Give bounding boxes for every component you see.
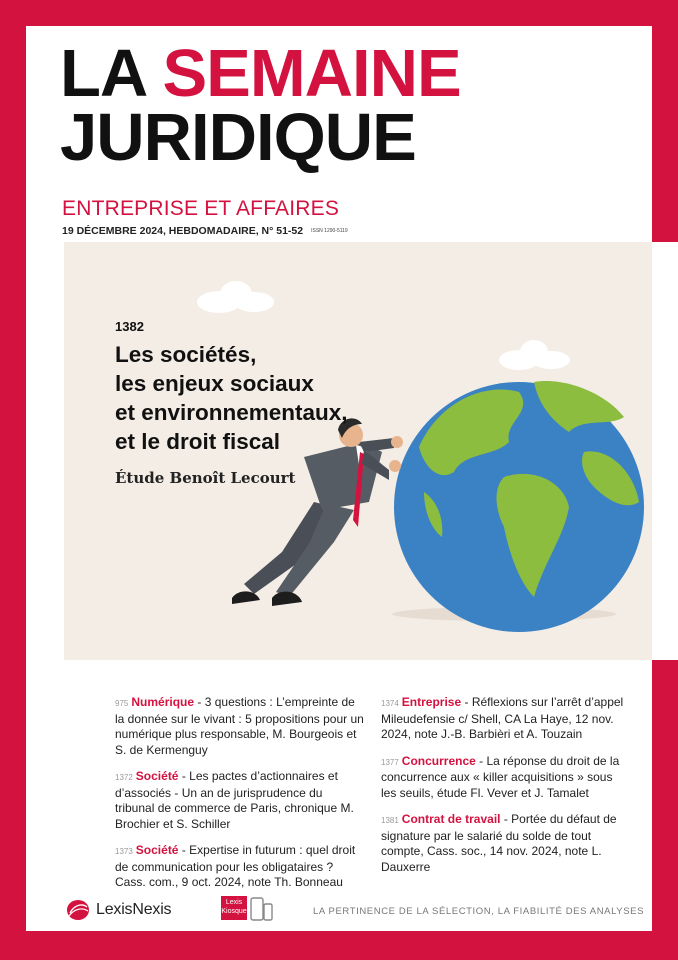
frame-top: [0, 0, 678, 26]
entry-text: - Portée du défaut de signature par le salarié du solde de tout compte, Cass. soc., 14 nov. 2024, note L. Dauxerre: [381, 812, 617, 874]
entry-number: 1372: [115, 773, 133, 782]
entry-text: - 3 questions : L’empreinte de la donnée sur le vivant : 5 propositions pour un numérique plus responsable, M. Bourgeois et S. de Kermenguy: [115, 695, 364, 757]
cover-article-number: 1382: [115, 319, 144, 334]
entry-number: 1381: [381, 816, 399, 825]
issue-line: [62, 225, 348, 237]
summary-entry[interactable]: [115, 843, 365, 891]
entry-category: Société: [135, 769, 179, 783]
masthead-juridique: JURIDIQUE: [60, 100, 416, 175]
frame-right-top: [652, 0, 678, 242]
cover-title-line: Les sociétés,: [115, 342, 257, 367]
lexisnexis-emblem-icon: [66, 899, 90, 921]
cover-title-line: et environnementaux,: [115, 400, 348, 425]
entry-text: - Expertise in futurum : quel droit de communication pour les obligataires ? Cass. com., 9 oct. 2024, note Th. Bonneau: [115, 843, 356, 889]
frame-left: [0, 0, 26, 960]
masthead-la: LA: [60, 36, 145, 111]
entry-number: 1373: [115, 847, 133, 856]
frame-bottom: [0, 931, 678, 960]
issn: ISSN 1290-5119: [311, 228, 348, 235]
summary-entry[interactable]: [115, 695, 365, 758]
entry-text: - Réflexions sur l’arrêt d’appel Mileudefensie c/ Shell, CA La Haye, 12 nov. 2024, note J.-B. Barbièri et A. Touzain: [381, 695, 624, 741]
cover-title-line: les enjeux sociaux: [115, 371, 314, 396]
summary-left-column: [115, 695, 365, 902]
entry-number: 975: [115, 699, 129, 708]
entry-text: - La réponse du droit de la concurrence aux « killer acquisitions » sous les seuils, étude Fl. Vever et J. Tamalet: [381, 753, 620, 800]
devices-icon: [250, 896, 274, 922]
cover-article-title: [115, 340, 415, 456]
lexisnexis-logo: [66, 899, 171, 921]
entry-category: Concurrence: [401, 753, 476, 768]
edition-subtitle: ENTREPRISE ET AFFAIRES: [62, 197, 340, 220]
entry-category: Société: [135, 843, 179, 857]
entry-number: 1377: [381, 757, 399, 767]
entry-category: Contrat de travail: [401, 812, 501, 826]
footer-tagline: LA PERTINENCE DE LA SÉLECTION, LA FIABILITÉ DES ANALYSES: [313, 906, 645, 917]
entry-category: Entreprise: [401, 695, 462, 709]
entry-category: Numérique: [131, 695, 195, 709]
cover-article-author: Étude Benoît Lecourt: [115, 469, 296, 487]
summary-entry[interactable]: [381, 754, 631, 802]
kiosque-top-label: Lexis: [225, 899, 243, 906]
lexis-kiosque-badge[interactable]: [221, 896, 247, 920]
lexisnexis-brand: LexisNexis: [96, 901, 172, 918]
summary-entry[interactable]: [381, 812, 631, 875]
kiosque-bottom-label: Kiosque: [221, 908, 247, 915]
entry-number: 1374: [381, 699, 399, 708]
frame-right-bottom: [652, 660, 678, 960]
entry-text: - Les pactes d’actionnaires et d’associés - Un an de jurisprudence du tribunal de commerce de Paris, chronique M. Brochier et S. Schiller: [115, 769, 354, 831]
masthead-line-1: [60, 36, 461, 111]
masthead-semaine: SEMAINE: [162, 36, 461, 111]
issue-date: 19 DÉCEMBRE 2024, HEBDOMADAIRE, N° 51-52: [62, 225, 304, 237]
cover-title-line: et le droit fiscal: [115, 429, 281, 454]
summary-entry[interactable]: [115, 769, 365, 832]
summary-entry[interactable]: [381, 695, 631, 743]
cover-illustration: [64, 242, 652, 660]
summary-right-column: [381, 695, 631, 886]
